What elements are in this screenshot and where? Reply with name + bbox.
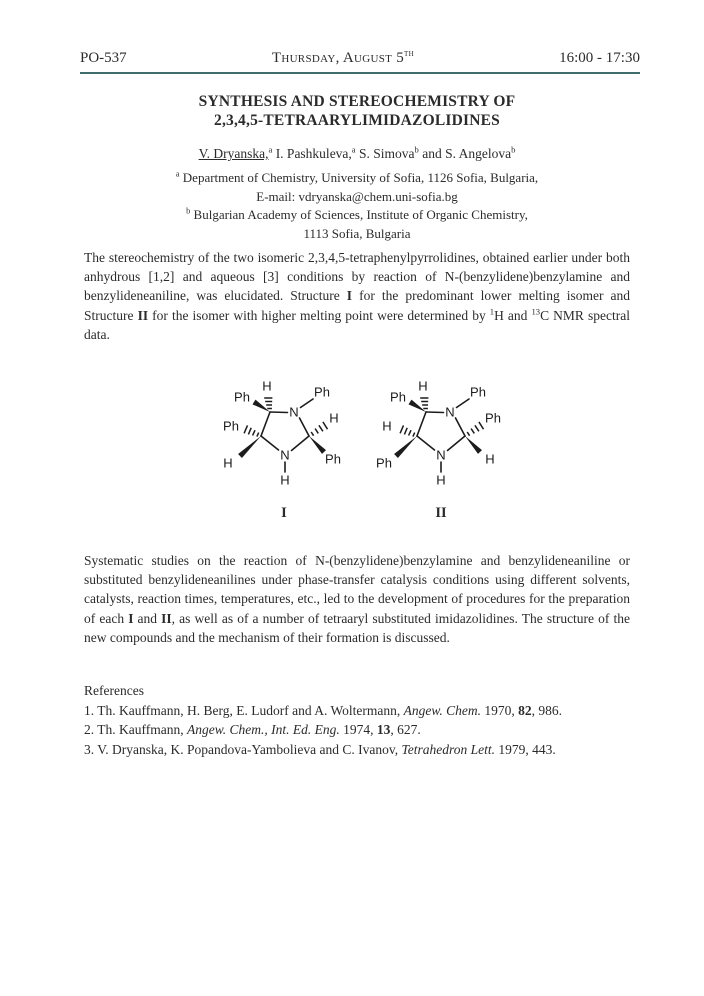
affiliation-email: E-mail: vdryanska@chem.uni-sofia.bg xyxy=(256,188,458,204)
atom-label-Ph-C5: Ph xyxy=(376,455,392,471)
atom-label-N3: N xyxy=(436,447,446,463)
atom-label-Ph-C2: Ph xyxy=(325,451,341,467)
atom-label-Ph-C4: Ph xyxy=(234,389,250,405)
atom-label-H-C5: H xyxy=(223,455,233,471)
structure-II-drawing xyxy=(356,372,516,497)
structure-I-label: I xyxy=(281,505,287,521)
atom-label-H-C4: H xyxy=(418,378,428,394)
atom-label-Ph-C2: Ph xyxy=(485,410,501,426)
atom-label-Ph-N1: Ph xyxy=(314,384,330,400)
atom-label-H-N3: H xyxy=(280,472,290,488)
paper-title-line2: 2,3,4,5-TETRAARYLIMIDAZOLIDINES xyxy=(214,112,500,129)
hash-bond-C4-H xyxy=(420,398,428,409)
references-section xyxy=(84,681,644,759)
atom-label-N1: N xyxy=(289,404,299,420)
structure-II-label: II xyxy=(435,505,447,521)
bond-N1-Ph xyxy=(457,399,470,408)
reference-item: 1. Th. Kauffmann, H. Berg, E. Ludorf and A. Woltermann, Angew. Chem. 1970, 82, 986. xyxy=(84,702,562,718)
session-time: 16:00 - 17:30 xyxy=(559,50,640,66)
atom-label-N1: N xyxy=(445,404,455,420)
atom-label-H-C4: H xyxy=(262,378,272,394)
abstract-paragraph-2: Systematic studies on the reaction of N-(benzylidene)benzylamine and benzylideneaniline or substituted benzylideneanilines under phase-transfer catalysis conditions using different solvents, catalysts, reaction times, temperatures, etc., led to the development of procedures for the preparation of each I and II, as well as of a number of tetraaryl substituted imidazolidines. The structure of the new compounds and the mechanism of their formation is discussed. xyxy=(84,553,630,645)
author-list: V. Dryanska,$^a$ I. Pashkuleva,$^a$ S. Simova$^b$ and S. Angelova$^b$ xyxy=(198,144,516,161)
hash-bond-C2-H xyxy=(311,422,327,436)
atom-label-H-C5: H xyxy=(382,418,392,434)
wedge-bond-C2-H xyxy=(465,436,482,454)
session-header xyxy=(80,50,640,74)
structure-I-drawing xyxy=(200,372,360,497)
bond-N1-Ph xyxy=(301,399,314,408)
hash-bond-C5-H xyxy=(400,425,415,436)
session-code: PO-537 xyxy=(80,50,127,66)
atom-label-H-N3: H xyxy=(436,472,446,488)
paper-title xyxy=(84,92,630,130)
affiliation-b-line1: $^b$ Bulgarian Academy of Sciences, Institute of Organic Chemistry, xyxy=(186,206,528,222)
atom-label-Ph-C5: Ph xyxy=(223,418,239,434)
reference-item: 2. Th. Kauffmann, Angew. Chem., Int. Ed. Eng. 1974, 13, 627. xyxy=(84,722,421,737)
atom-label-Ph-N1: Ph xyxy=(470,384,486,400)
affiliation-a-line1: $^a$ Department of Chemistry, University of Sofia, 1126 Sofia, Bulgaria, xyxy=(175,169,539,185)
hash-bond-C2-Ph xyxy=(467,422,483,436)
atom-label-N3: N xyxy=(280,447,290,463)
references-heading: References xyxy=(84,683,144,698)
wedge-bond-C5-H xyxy=(238,436,261,458)
imidazolidine-ring-I xyxy=(261,412,309,451)
abstract-paragraph-1: The stereochemistry of the two isomeric 2,3,4,5-tetraphenylpyrrolidines, obtained earlier under both anhydrous [1,2] and aqueous [3] conditions by reaction of N-(benzylidene)benzylamine and benzylideneaniline, was elucidated. Structure I for the predominant lower melting isomer and Structure II for the isomer with higher melting point were determined by $^1$H and $^{13}$C NMR spectral data. xyxy=(84,250,630,342)
paper-title-line1: SYNTHESIS AND STEREOCHEMISTRY OF xyxy=(198,93,516,110)
reference-item: 3. V. Dryanska, K. Popandova-Yambolieva and C. Ivanov, Tetrahedron Lett. 1979, 443. xyxy=(84,741,556,757)
wedge-bond-C2-Ph xyxy=(309,436,326,454)
session-date: Thursday, August 5th xyxy=(271,48,414,66)
affiliations xyxy=(84,169,630,243)
imidazolidine-ring-II xyxy=(417,412,465,451)
atom-label-Ph-C4: Ph xyxy=(390,389,406,405)
atom-label-H-C2: H xyxy=(485,451,495,467)
wedge-bond-C5-Ph xyxy=(394,436,417,458)
atom-label-H-C2: H xyxy=(329,410,339,426)
hash-bond-C4-H xyxy=(264,398,272,409)
affiliation-b-line2: 1113 Sofia, Bulgaria xyxy=(303,225,411,241)
structures-figure xyxy=(0,372,704,537)
hash-bond-C5-Ph xyxy=(244,425,259,436)
